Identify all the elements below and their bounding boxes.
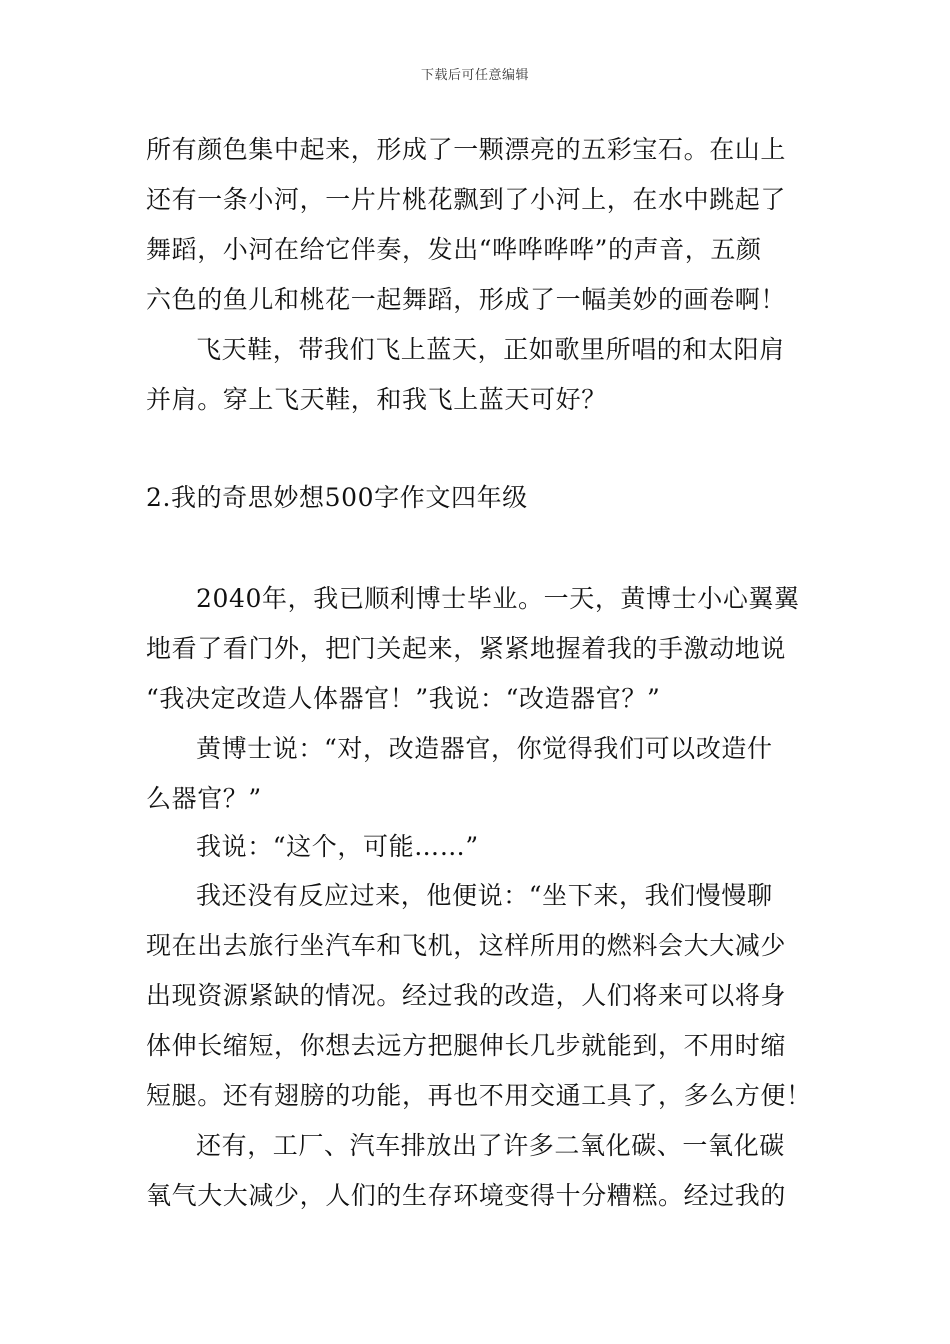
text-line: 我说：“这个，可能……” (196, 832, 479, 861)
text-line: 还有，工厂、汽车排放出了许多二氧化碳、一氧化碳 (196, 1131, 785, 1160)
text-line: 出现资源紧缺的情况。经过我的改造，人们将来可以将身 (146, 981, 787, 1010)
text-line: 现在出去旅行坐汽车和飞机，这样所用的燃料会大大减少 (146, 931, 787, 960)
text-line: 2040年，我已顺利博士毕业。一天，黄博士小心翼翼 (196, 584, 800, 613)
text-line: 短腿。还有翅膀的功能，再也不用交通工具了，多么方便！ (146, 1081, 812, 1110)
text-line: 地看了看门外，把门关起来，紧紧地握着我的手激动地说 (146, 634, 787, 663)
text-line: 么器官？” (146, 784, 262, 813)
text-line: 飞天鞋，带我们飞上蓝天，正如歌里所唱的和太阳肩 (196, 335, 785, 364)
text-line: 所有颜色集中起来，形成了一颗漂亮的五彩宝石。在山上 (146, 135, 787, 164)
text-line: 六色的鱼儿和桃花一起舞蹈，形成了一幅美妙的画卷啊！ (146, 285, 787, 314)
text-line: 并肩。穿上飞天鞋，和我飞上蓝天可好？ (146, 385, 607, 414)
text-line: “我决定改造人体器官！”我说：“改造器官？” (146, 684, 661, 713)
text-line: 氧气大大减少，人们的生存环境变得十分糟糕。经过我的 (146, 1181, 787, 1210)
text-line: 我还没有反应过来，他便说：“坐下来，我们慢慢聊 (196, 881, 773, 910)
text-line: 黄博士说：“对，改造器官，你觉得我们可以改造什 (196, 734, 773, 763)
text-line: 舞蹈，小河在给它伴奏，发出“哗哗哗哗”的声音，五颜 (146, 235, 762, 264)
page-header: 下载后可任意编辑 (420, 68, 529, 83)
section-heading: 2.我的奇思妙想500字作文四年级 (146, 483, 528, 512)
text-line: 体伸长缩短，你想去远方把腿伸长几步就能到，不用时缩 (146, 1031, 787, 1060)
text-line: 还有一条小河，一片片桃花飘到了小河上，在水中跳起了 (146, 185, 787, 214)
